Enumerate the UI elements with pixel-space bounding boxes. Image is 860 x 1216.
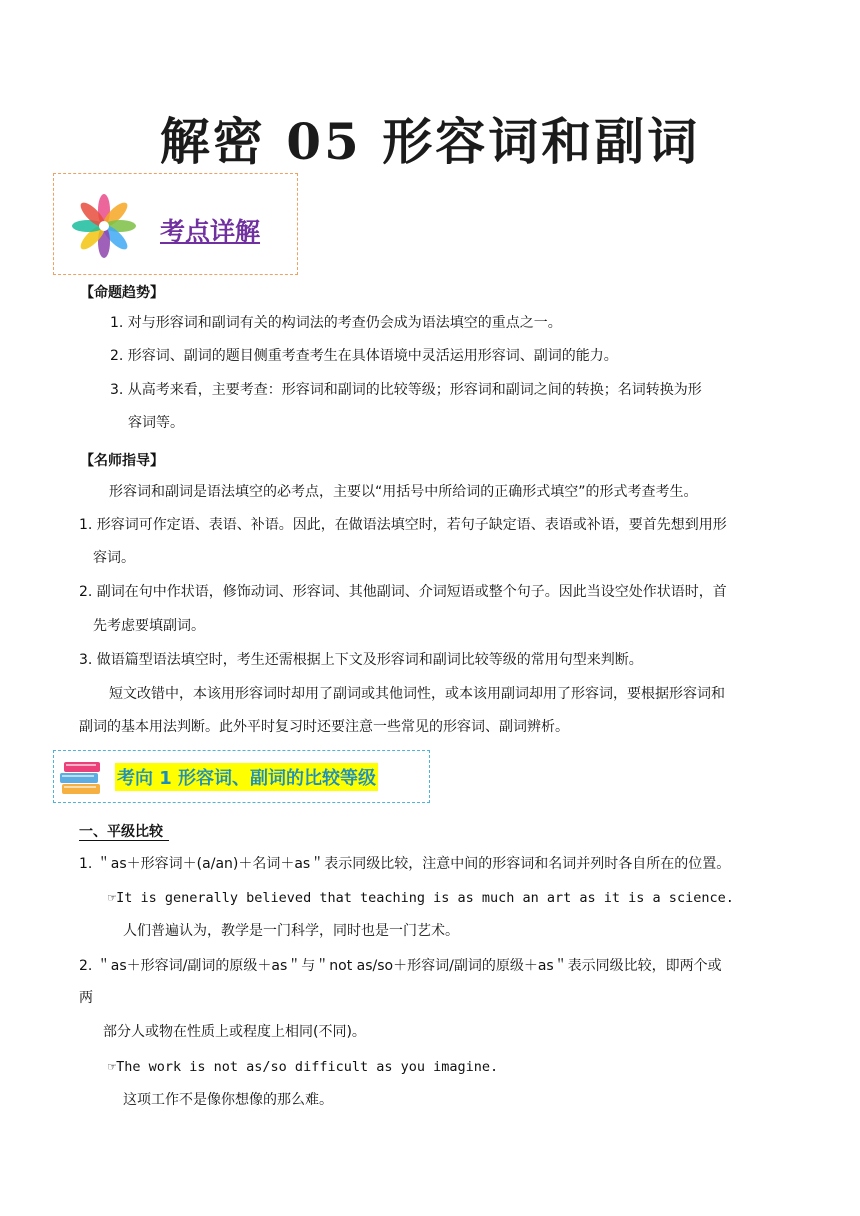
guide-line: 短文改错中，本该用形容词时却用了副词或其他词性，或本该用副词却用了形容词，要根据形容词和: [109, 686, 725, 702]
books-icon: [58, 760, 104, 796]
guide-line: 副词的基本用法判断。此外平时复习时还要注意一些常见的形容词、副词辨析。: [79, 719, 569, 735]
trend-item-1: 1. 对与形容词和副词有关的构词法的考查仍会成为语法填空的重点之一。: [110, 315, 562, 331]
flower-icon: [68, 190, 140, 262]
subhead-equal-comparison: 一、平级比较: [79, 824, 163, 840]
section-title-kaodian: 考点详解: [160, 217, 261, 246]
rule-2-cont: 部分人或物在性质上或程度上相同(不同)。: [103, 1024, 366, 1040]
guide-heading: 【名师指导】: [80, 453, 164, 469]
example-2-cn: 这项工作不是像你想像的那么难。: [123, 1092, 333, 1108]
topic-title: 考向 1 形容词、副词的比较等级: [115, 763, 378, 791]
guide-line: 2. 副词在句中作状语，修饰动词、形容词、其他副词、介词短语或整个句子。因此当设空处作状语时，首: [79, 584, 727, 600]
rule-1: 1. ＂as＋形容词＋(a/an)＋名词＋as＂表示同级比较，注意中间的形容词和名词并列时各自所在的位置。: [79, 856, 731, 872]
trend-item-3-cont: 容词等。: [128, 415, 184, 431]
trend-item-3: 3. 从高考来看，主要考查：形容词和副词的比较等级；形容词和副词之间的转换；名词转换为形: [110, 382, 702, 398]
rule-2: 2. ＂as＋形容词/副词的原级＋as＂与＂not as/so＋形容词/副词的原级＋as＂表示同级比较，即两个或: [79, 958, 722, 974]
example-2-en: ☞The work is not as/so difficult as you imagine.: [108, 1059, 499, 1075]
trend-item-2: 2. 形容词、副词的题目侧重考查考生在具体语境中灵活运用形容词、副词的能力。: [110, 348, 618, 364]
guide-line: 3. 做语篇型语法填空时，考生还需根据上下文及形容词和副词比较等级的常用句型来判断。: [79, 652, 643, 668]
trend-heading: 【命题趋势】: [80, 285, 164, 301]
example-1-cn: 人们普遍认为，教学是一门科学，同时也是一门艺术。: [123, 923, 459, 939]
rule-2-cont: 两: [79, 990, 93, 1006]
guide-intro: 形容词和副词是语法填空的必考点，主要以“用括号中所给词的正确形式填空”的形式考查考生。: [109, 484, 698, 500]
example-1-en: ☞It is generally believed that teaching is as much an art as it is a science.: [108, 890, 734, 906]
guide-line: 先考虑要填副词。: [93, 618, 205, 634]
subhead-underline: [79, 840, 169, 841]
page-title: 解密 05 形容词和副词: [159, 112, 701, 171]
guide-line: 容词。: [93, 550, 135, 566]
guide-line: 1. 形容词可作定语、表语、补语。因此，在做语法填空时，若句子缺定语、表语或补语，要首先想到用形: [79, 517, 727, 533]
